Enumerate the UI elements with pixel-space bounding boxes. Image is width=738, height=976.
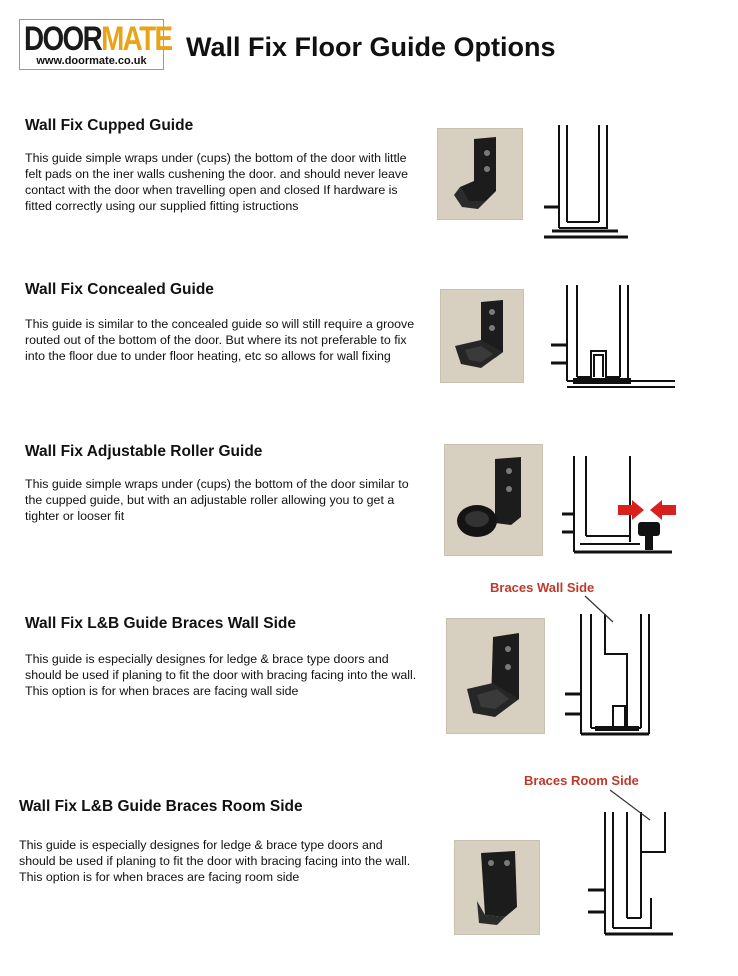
cupped-guide-photo bbox=[437, 128, 523, 220]
braces-room-side-diagram bbox=[580, 790, 675, 940]
section-2-body: This guide is similar to the concealed guide so will still require a groove routed out of the bottom of the door. But where its not preferable to fix into the floor due to under floor heating, etc so allows for wall fixing bbox=[25, 317, 415, 363]
braces-wall-guide-photo bbox=[446, 618, 545, 734]
section-2-title: Wall Fix Concealed Guide bbox=[25, 281, 214, 298]
section-3-body: This guide simple wraps under (cups) the bottom of the door similar to the cupped guide, but with an adjustable roller allowing you to get a tighter or looser fit bbox=[25, 477, 409, 523]
page-title: Wall Fix Floor Guide Options bbox=[186, 32, 556, 62]
logo-wordmark: DOORMATE bbox=[24, 20, 172, 58]
roller-guide-photo bbox=[444, 444, 543, 556]
section-5-title: Wall Fix L&B Guide Braces Room Side bbox=[19, 798, 303, 815]
roller-guide-diagram bbox=[560, 452, 680, 557]
braces-wall-side-diagram bbox=[555, 596, 665, 741]
section-4-body: This guide is especially designes for ledge & brace type doors and should be used if planing to fit the door with bracing facing into the wall. This option is for when braces are facing wall side bbox=[25, 652, 417, 698]
logo-url: www.doormate.co.uk bbox=[36, 55, 147, 67]
concealed-guide-photo bbox=[440, 289, 524, 383]
section-4-title: Wall Fix L&B Guide Braces Wall Side bbox=[25, 615, 297, 632]
section-1-body: This guide simple wraps under (cups) the bottom of the door with little felt pads on the iner walls cushening the door. and should never leave contact with the door when travelling open and closed If hardware is fitted correctly using our supplied fitting istructions bbox=[25, 151, 408, 213]
braces-room-side-callout: Braces Room Side bbox=[524, 773, 639, 788]
section-3-title: Wall Fix Adjustable Roller Guide bbox=[25, 443, 263, 460]
cupped-guide-diagram bbox=[538, 125, 630, 240]
concealed-guide-diagram bbox=[545, 285, 677, 390]
braces-room-guide-photo bbox=[454, 840, 540, 935]
braces-wall-side-callout: Braces Wall Side bbox=[490, 580, 595, 595]
red-arrows-icon bbox=[618, 500, 676, 520]
section-1-title: Wall Fix Cupped Guide bbox=[25, 117, 194, 134]
doormate-logo bbox=[19, 19, 172, 70]
section-5-body: This guide is especially designes for ledge & brace type doors and should be used if planing to fit the door with bracing facing into the wall. This option is for when braces are facing room side bbox=[19, 838, 411, 884]
